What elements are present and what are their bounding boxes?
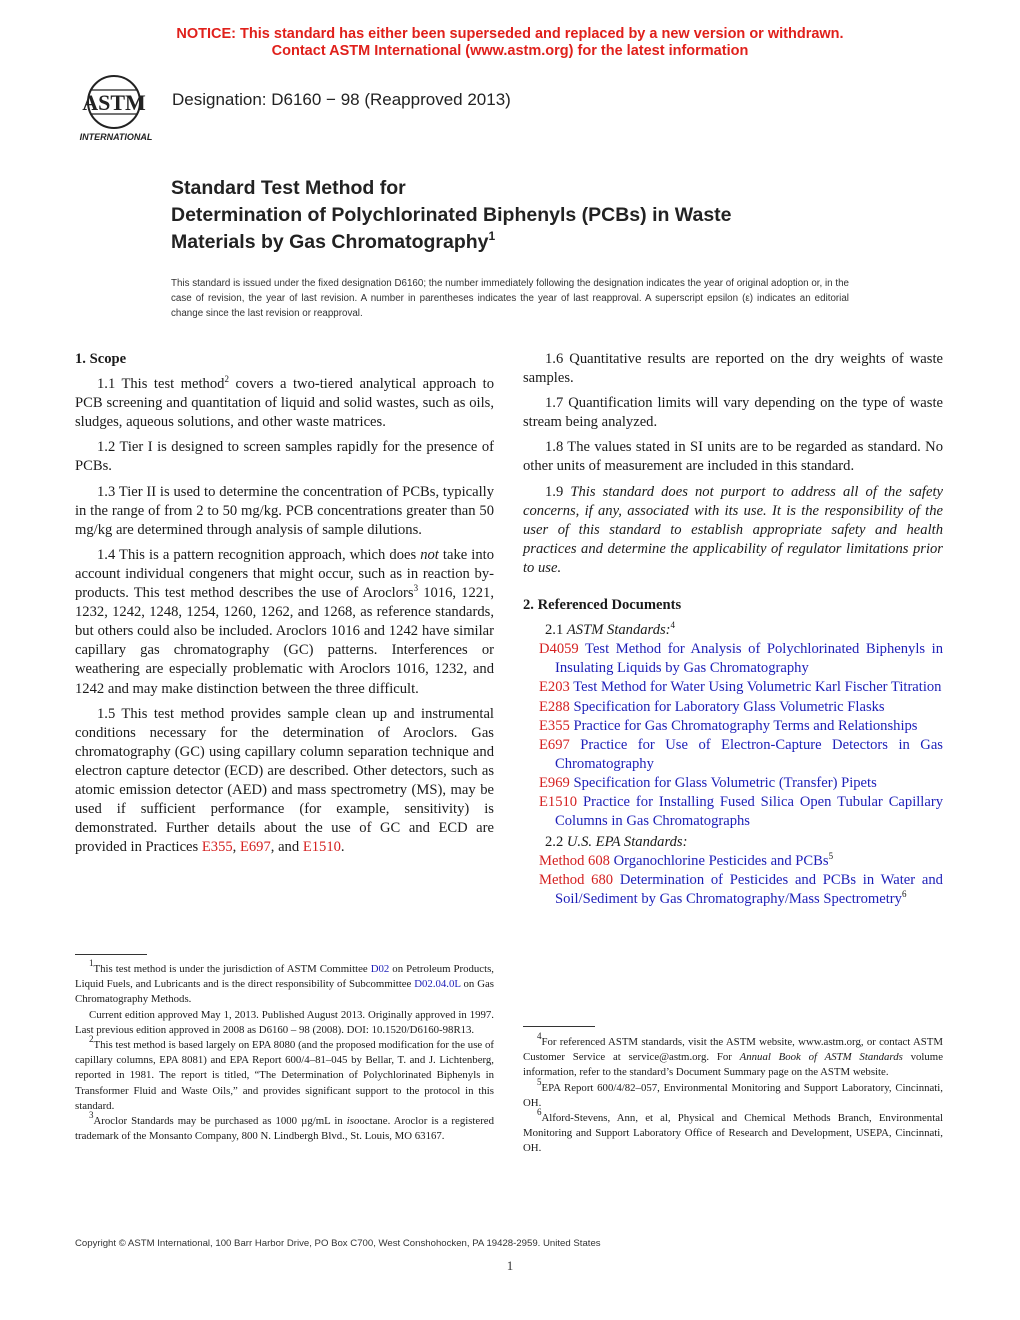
link-d02[interactable]: D02 [370,963,390,975]
astm-ref-code-link[interactable]: E697 [539,736,570,753]
para-2-2: 2.2 U.S. EPA Standards: [545,834,688,851]
document-title [171,175,931,256]
astm-ref-item [539,678,943,697]
link-method-680[interactable]: Method 680 [539,872,614,889]
withdrawal-notice-line1: NOTICE: This standard has either been superseded and replaced by a new version or withdrawn. [176,26,844,42]
astm-ref-code-link[interactable]: E1510 [539,793,578,810]
link-d02-04-0l[interactable]: D02.04.0L [414,978,461,991]
astm-ref-item [539,736,943,774]
astm-ref-item [539,698,943,717]
astm-ref-item [539,717,943,736]
astm-ref-title-link[interactable]: Practice for Gas Chromatography Terms and Relationships [569,717,918,734]
astm-ref-title-link[interactable]: Specification for Laboratory Glass Volumetric Flasks [569,698,885,715]
title-line-1: Standard Test Method for [171,177,406,199]
svg-text:INTERNATIONAL: INTERNATIONAL [79,132,153,142]
footnote-divider-left [75,954,147,955]
copyright: Copyright © ASTM International, 100 Barr Harbor Drive, PO Box C700, West Conshohocken, PA 19428-2959. United States [75,1238,601,1249]
right-column [523,350,943,910]
section-1-heading: 1. Scope [75,351,127,367]
footnotes-left: $^1$This test method is under the jurisdiction of ASTM Committee D02 on Petroleum Products, Liquid Fuels, and Lubricants and is the direct responsibility of Subcommittee D02.04.0L on Gas Chromatography Methods. Current edition approved May 1, 2013. Published August 2013. Originally approved in 1997. Last previous edition approved in 2008 as D6160 – 98 (2008). DOI: 10.1520/D6160-98R13. $^2$This test method is based largely on EPA 8080 (and the proposed modification for the use of capillary columns, EPA 8081) and EPA Report 600/4–81–045 by Bellar, T. and J. Lichtenberg, reported in 1981. The report is titled, “The Determination of Polychlorinated Biphenyls in Transformer Fluid and Waste Oils,” and provides significant support to the protocol in this standard. $^3$Aroclor Standards may be purchased as 1000 µg/mL in isooctane. Aroclor is a registered trademark of the Monsanto Company, 800 N. Lindbergh Blvd., St. Louis, MO 63167. [75,958,494,1143]
astm-ref-item [539,774,943,793]
para-1-5: 1.5 This test method provides sample clean up and instrumental conditions necessary for the determination of Aroclors. Gas chromatography (GC) using capillary column separation technique and electron capture detector (ECD) are described. Other detectors, such as atomic emission detector (AED) and mass spectrometry (MS), may be used if sufficient performance (for example, sensitivity) is demonstrated. Further details about the use of GC and ECD are provided in Practices E355, E697, and E1510. [75,705,494,856]
para-1-4: 1.4 This is a pattern recognition approach, which does not take into account individual congeners that might occur, such as in reaction by-products. This test method describes the use of Aroclors$^3$ 1016, 1221, 1232, 1242, 1248, 1254, 1260, 1262, and 1268, as reference standards, but others could also be included. Aroclors 1016 and 1242 have similar capillary gas chromatography (GC) patterns. Interferences or weathering are especially problematic with Aroclors 1016, 1232, and 1242 and may make distinction between the three difficult. [75,546,494,697]
title-footnote-mark: 1 [488,229,496,243]
designation: Designation: D6160 − 98 (Reapproved 2013) [172,90,511,109]
astm-ref-item [539,640,943,678]
para-1-8: 1.8 The values stated in SI units are to be regarded as standard. No other units of measurement are included in this standard. [523,439,943,475]
para-1-9: 1.9 This standard does not purport to address all of the safety concerns, if any, associated with its use. It is the responsibility of the user of this standard to establish appropriate safety and health practices and determine the applicability of regulator limitations prior to use. [523,483,943,576]
para-1-2: 1.2 Tier I is designed to screen samples rapidly for the presence of PCBs. [75,439,494,475]
footnotes-right: $^4$For referenced ASTM standards, visit the ASTM website, www.astm.org, or contact ASTM Customer Service at service@astm.org. For Annual Book of ASTM Standards volume information, refer to the standard’s Document Summary page on the ASTM website. $^5$EPA Report 600/4/82–057, Environmental Monitoring and Support Laboratory, Cincinnati, OH. $^6$Alford-Stevens, Ann, et al, Physical and Chemical Methods Branch, Environmental Monitoring and Support Laboratory Office of Research and Development, USEPA, Cincinnati, OH. [523,1031,943,1155]
epa-ref-680: Method 680 Determination of Pesticides and PCBs in Water and Soil/Sediment by Gas Chromatography/Mass Spectrometry$^6$ [539,872,943,908]
issued-note: This standard is issued under the fixed designation D6160; the number immediately following the designation indicates the year of original adoption or, in the case of revision, the year of last revision. A number in parentheses indicates the year of last reapproval. A superscript epsilon (ε) indicates an editorial change since the last revision or reapproval. [171,278,849,319]
astm-ref-code-link[interactable]: E355 [539,717,570,734]
link-e1510[interactable]: E1510 [302,839,341,856]
link-e697[interactable]: E697 [239,839,271,856]
astm-ref-item [539,793,943,831]
para-1-3: 1.3 Tier II is used to determine the concentration of PCBs, typically in the range of from 2 to 50 mg/kg. PCB concentrations greater than 50 mg/kg are determined through analysis of sample dilutions. [75,483,494,538]
astm-ref-title-link[interactable]: Practice for Use of Electron-Capture Detectors in Gas Chromatography [555,736,943,772]
link-method-608[interactable]: Method 608 [539,853,610,870]
section-2-heading: 2. Referenced Documents [523,597,682,614]
astm-ref-code-link[interactable]: E288 [539,698,570,715]
astm-ref-code-link[interactable]: E203 [539,679,570,696]
link-method-608-title[interactable]: Organochlorine Pesticides and PCBs [609,853,829,870]
para-1-7: 1.7 Quantification limits will vary depending on the type of waste stream being analyzed. [523,395,943,431]
astm-ref-title-link[interactable]: Practice for Installing Fused Silica Open Tubular Capillary Columns in Gas Chromatographs [555,793,943,830]
para-1-6: 1.6 Quantitative results are reported on the dry weights of waste samples. [523,351,943,387]
link-e355[interactable]: E355 [201,839,233,856]
astm-ref-title-link[interactable]: Test Method for Water Using Volumetric Karl Fischer Titration [569,679,942,696]
title-line-2: Determination of Polychlorinated Biphenyls (PCBs) in Waste [171,204,732,226]
astm-ref-code-link[interactable]: E969 [539,774,570,791]
astm-standards-list [523,640,943,831]
para-1-1: 1.1 This test method$^2$ covers a two-tiered analytical approach to PCB screening and quantitation of liquid and solid wastes, such as oils, sludges, aqueous solutions, and other waste matrices. [75,374,494,431]
astm-ref-code-link[interactable]: D4059 [539,641,579,658]
astm-ref-title-link[interactable]: Test Method for Analysis of Polychlorinated Biphenyls in Insulating Liquids by Gas Chromatography [555,641,943,677]
para-2-1: 2.1 ASTM Standards:$^4$ [545,620,676,639]
left-column [75,350,494,863]
epa-ref-608: Method 608 Organochlorine Pesticides and PCBs$^5$ [539,851,834,870]
title-line-3: Materials by Gas Chromatography [171,231,489,253]
link-method-680-title[interactable]: Determination of Pesticides and PCBs in Water and Soil/Sediment by Gas Chromatography/Mass Spectrometry [555,872,943,908]
page-number: 1 [506,1258,514,1273]
svg-text:ASTM: ASTM [82,90,146,115]
astm-ref-title-link[interactable]: Specification for Glass Volumetric (Transfer) Pipets [569,774,877,791]
astm-logo [76,74,162,146]
withdrawal-notice-line2: Contact ASTM International (www.astm.org) for the latest information [271,43,749,59]
footnote-divider-right [523,1026,595,1027]
